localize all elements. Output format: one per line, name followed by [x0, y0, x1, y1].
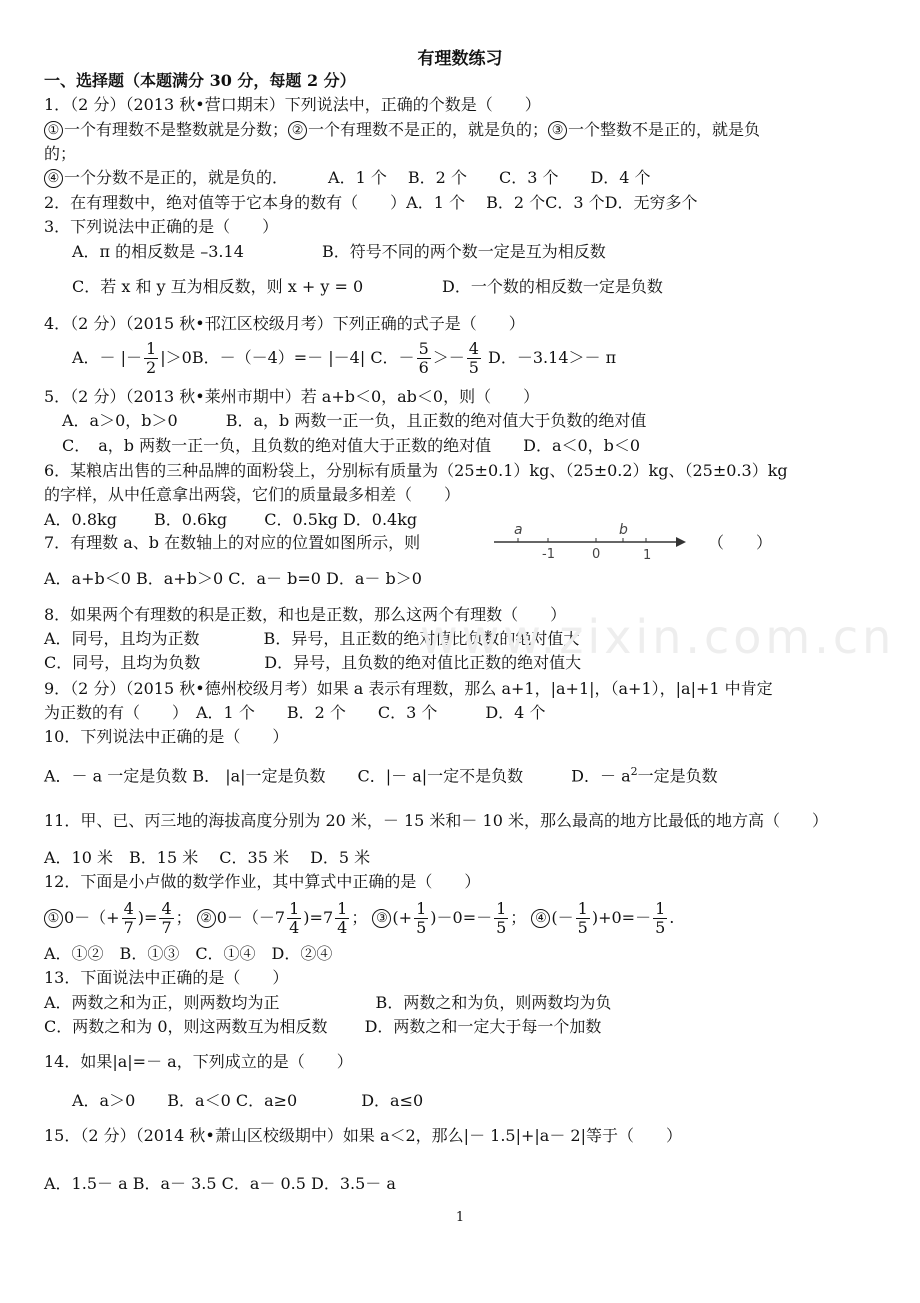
- page-number: 1: [455, 1210, 465, 1225]
- q12-e3-mid: )－0=－: [430, 908, 493, 927]
- q12-e3-pre: (+: [392, 908, 413, 927]
- q8-options-cd: C．同号，且均为负数 D．异号，且负数的绝对值比正数的绝对值大: [44, 653, 582, 672]
- axis-label-b: b: [619, 522, 628, 538]
- q6-options: A．0.8kg B．0.6kg C．0.5kg D．0.4kg: [44, 510, 418, 529]
- q2: 2．在有理数中，绝对值等于它本身的数有（ ）A．1 个 B．2 个C．3 个D．无穷多个: [44, 193, 698, 212]
- q1-options: A．1 个 B．2 个 C．3 个 D．4 个: [328, 168, 651, 187]
- circled-3: ③: [548, 121, 567, 140]
- q3-option-a: A．π 的相反数是 –3.14: [72, 242, 244, 261]
- q15-options: A．1.5－ a B．a－ 3.5 C．a－ 0.5 D．3.5－ a: [44, 1174, 396, 1193]
- q10-stem: 10．下列说法中正确的是（ ）: [44, 727, 289, 746]
- q13-stem: 13．下面说法中正确的是（ ）: [44, 968, 289, 987]
- axis-label-a: a: [514, 522, 523, 538]
- q1-s3: 一个整数不是正的，就是负: [568, 120, 761, 139]
- q1-line4: [44, 167, 651, 189]
- circled-2: ②: [288, 121, 307, 140]
- q1-statements: [44, 119, 760, 141]
- q10-superscript: 2: [630, 765, 638, 778]
- q7-options: A．a+b＜0 B．a+b＞0 C．a－ b=0 D．a－ b＞0: [44, 569, 422, 588]
- q4-option-b: B．－（－4）=－ |－4|: [191, 348, 366, 367]
- q12-e2-mid: )=7: [303, 908, 334, 927]
- page-title: 有理数练习: [417, 49, 503, 69]
- tick-label-minus1: -1: [542, 547, 555, 562]
- q12-circled-1: ①: [44, 909, 63, 928]
- q7-stem: 7．有理数 a、b 在数轴上的对应的位置如图所示，则: [44, 533, 421, 552]
- q12-options: A．①② B．①③ C．①④ D．②④: [44, 944, 333, 963]
- q12-circled-2: ②: [197, 909, 216, 928]
- q1-s2: 一个有理数不是正的，就是负的；: [308, 120, 549, 139]
- watermark: www.zixin.com.cn: [420, 610, 896, 664]
- q11-options: A．10 米 B．15 米 C．35 米 D．5 米: [44, 848, 371, 867]
- q12-expressions: [44, 898, 674, 938]
- q1-s4: 一个分数不是正的，就是负的．: [64, 168, 289, 187]
- tick-label-1: 1: [643, 548, 652, 563]
- q12-e3-frac-b: $\frac{1}{5}$: [496, 899, 507, 937]
- q6-line1: 6．某粮店出售的三种品牌的面粉袋上，分别标有质量为（25±0.1）kg、（25±0.2）kg、（25±0.3）kg: [44, 461, 788, 480]
- q12-sep-2: ；: [351, 908, 368, 927]
- q4-a-pre: A．－ |－: [72, 348, 143, 367]
- q4-c-fraction-1: $\frac{5}{6}$: [418, 339, 429, 377]
- q4-options: [72, 338, 616, 378]
- q3-stem: 3．下列说法中正确的是（ ）: [44, 217, 279, 236]
- q12-e2-pre: 0－（－7: [216, 908, 286, 927]
- q12-circled-3: ③: [372, 909, 391, 928]
- q4-option-d: D．－3.14＞－ π: [488, 348, 617, 367]
- q7-answer-paren: （ ）: [708, 533, 773, 552]
- q12-end: .: [669, 908, 675, 927]
- circled-4: ④: [44, 169, 63, 188]
- q12-e1-mid: )=: [137, 908, 158, 927]
- q6-line2: 的字样，从中任意拿出两袋，它们的质量最多相差（ ）: [44, 485, 461, 504]
- q12-sep-3: ；: [510, 908, 527, 927]
- q10-options: [44, 761, 718, 787]
- q10-options-text: A．－ a 一定是负数 B． |a|一定是负数 C．|－ a|一定不是负数 D．－ a: [44, 766, 631, 786]
- q12-e1-pre: 0－（+: [64, 908, 120, 927]
- q12-e2-frac-a: $\frac{1}{4}$: [289, 899, 300, 937]
- q10-options-end: 一定是负数: [637, 766, 718, 786]
- q5-stem: 5．（2 分）（2013 秋•莱州市期中）若 a+b＜0，ab＜0，则（ ）: [44, 387, 540, 406]
- q8-stem: 8．如果两个有理数的积是正数，和也是正数，那么这两个有理数（ ）: [44, 605, 567, 624]
- q3-option-d: D．一个数的相反数一定是负数: [442, 277, 663, 296]
- q8-options-ab: A．同号，且均为正数 B．异号，且正数的绝对值比负数的绝对值大: [44, 629, 580, 648]
- q12-e4-frac-a: $\frac{1}{5}$: [577, 899, 588, 937]
- q14-options: A．a＞0 B．a＜0 C．a≥0 D．a≤0: [72, 1091, 424, 1110]
- number-line-arrow: [676, 537, 686, 547]
- circled-1: ①: [44, 121, 63, 140]
- q12-stem: 12．下面是小卢做的数学作业，其中算式中正确的是（ ）: [44, 872, 481, 891]
- q1-stem: 1．（2 分）（2013 秋•营口期末）下列说法中，正确的个数是（ ）: [44, 95, 541, 114]
- tick-label-0: 0: [592, 547, 601, 562]
- q12-e1-frac-a: $\frac{4}{7}$: [123, 899, 134, 937]
- q12-e4-mid: )+0=－: [591, 908, 652, 927]
- q12-sep-1: ；: [175, 908, 192, 927]
- q12-e3-frac-a: $\frac{1}{5}$: [416, 899, 427, 937]
- q9-line2: 为正数的有（ ） A．1 个 B．2 个 C．3 个 D．4 个: [44, 703, 546, 722]
- q1-s1: 一个有理数不是整数就是分数；: [64, 120, 289, 139]
- q12-e4-pre: (－: [551, 908, 574, 927]
- q4-a-post: |＞0: [160, 348, 192, 367]
- q12-e1-frac-b: $\frac{4}{7}$: [161, 899, 172, 937]
- q13-options-cd: C．两数之和为 0，则这两数互为相反数 D．两数之和一定大于每一个加数: [44, 1017, 602, 1036]
- q5-options-cd: C． a，b 两数一正一负，且负数的绝对值大于正数的绝对值 D．a＜0，b＜0: [62, 436, 641, 455]
- section-heading: 一、选择题（本题满分 30 分，每题 2 分）: [44, 71, 356, 90]
- q14-stem: 14．如果|a|=－ a，下列成立的是（ ）: [44, 1052, 353, 1071]
- q3-option-c: C．若 x 和 y 互为相反数，则 x + y = 0: [72, 277, 364, 296]
- q4-a-fraction: $\frac{1}{2}$: [146, 339, 157, 377]
- q13-options-ab: A．两数之和为正，则两数均为正 B．两数之和为负，则两数均为负: [44, 993, 612, 1012]
- q1-s3-cont: 的；: [44, 144, 77, 163]
- number-line-figure: [490, 518, 690, 568]
- q4-stem: 4．（2 分）（2015 秋•邗江区校级月考）下列正确的式子是（ ）: [44, 314, 525, 333]
- q12-e4-frac-b: $\frac{1}{5}$: [655, 899, 666, 937]
- q11-stem: 11．甲、已、丙三地的海拔高度分别为 20 米，－ 15 米和－ 10 米，那么最高的地方比最低的地方高（ ）: [44, 811, 828, 830]
- q12-e2-frac-b: $\frac{1}{4}$: [337, 899, 348, 937]
- q4-c-mid: ＞－: [432, 348, 465, 367]
- q4-c-fraction-2: $\frac{4}{5}$: [468, 339, 479, 377]
- q12-circled-4: ④: [531, 909, 550, 928]
- q9-line1: 9．（2 分）（2015 秋•德州校级月考）如果 a 表示有理数，那么 a+1，|a+1|，（a+1），|a|+1 中肯定: [44, 679, 773, 698]
- q4-c-pre: C．－: [370, 348, 415, 367]
- q3-option-b: B．符号不同的两个数一定是互为相反数: [322, 242, 606, 261]
- q15-stem: 15．（2 分）（2014 秋•萧山区校级期中）如果 a＜2，那么|－ 1.5|+|a－ 2|等于（ ）: [44, 1126, 682, 1145]
- q5-options-ab: A．a＞0，b＞0 B．a，b 两数一正一负，且正数的绝对值大于负数的绝对值: [62, 411, 647, 430]
